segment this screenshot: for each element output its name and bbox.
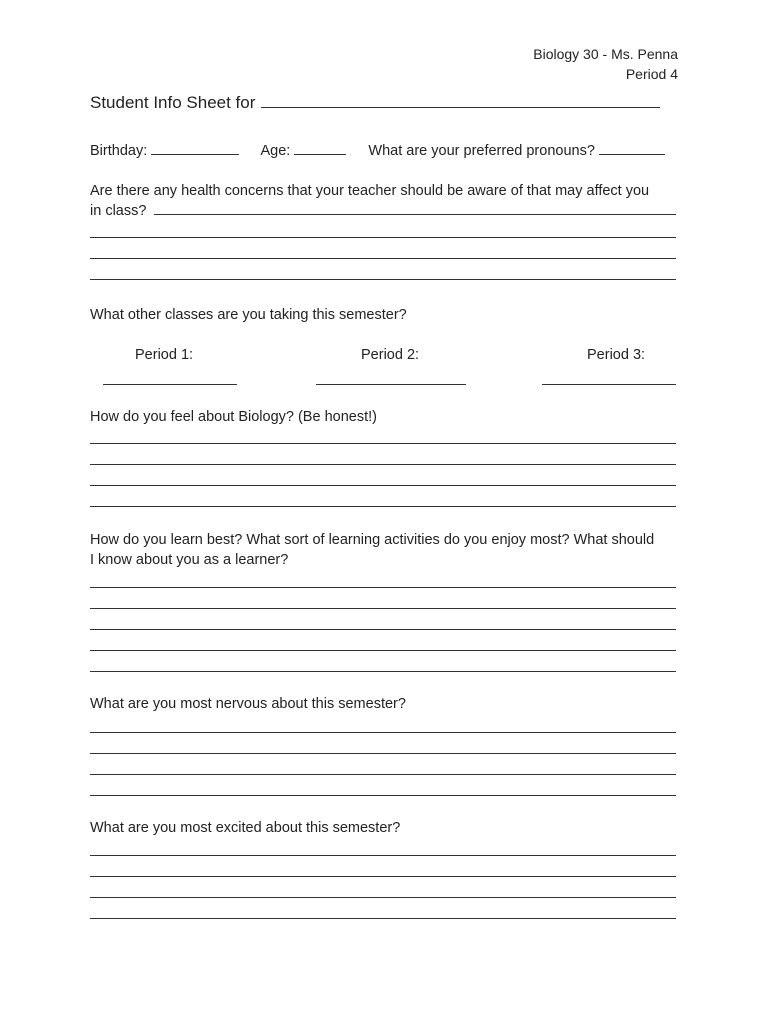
answer-line[interactable]	[90, 464, 676, 465]
health-question-cont: in class?	[90, 203, 147, 219]
period-1-blank[interactable]	[103, 384, 237, 385]
answer-line[interactable]	[90, 855, 676, 856]
age-blank[interactable]	[294, 142, 346, 155]
answer-line[interactable]	[90, 732, 676, 733]
pronouns-label: What are your preferred pronouns?	[368, 143, 595, 159]
period-3-blank[interactable]	[542, 384, 676, 385]
header	[533, 44, 678, 84]
answer-line[interactable]	[90, 485, 676, 486]
answer-line[interactable]	[90, 897, 676, 898]
answer-line[interactable]	[90, 774, 676, 775]
health-question-cont-row	[90, 201, 676, 221]
period-3-label: Period 3:	[587, 347, 646, 363]
age-label: Age:	[260, 143, 291, 159]
answer-line[interactable]	[90, 629, 676, 630]
learning-question-cont: I know about you as a learner?	[90, 552, 289, 568]
course-label: Biology 30 - Ms. Penna	[533, 46, 678, 62]
answer-line[interactable]	[90, 506, 676, 507]
personal-fields-row	[90, 141, 665, 161]
answer-line[interactable]	[90, 795, 676, 796]
pronouns-blank[interactable]	[599, 142, 665, 155]
answer-line[interactable]	[90, 876, 676, 877]
answer-line[interactable]	[90, 443, 676, 444]
classes-question: What other classes are you taking this semester?	[90, 307, 407, 323]
answer-line[interactable]	[90, 258, 676, 259]
birthday-blank[interactable]	[151, 142, 239, 155]
answer-line[interactable]	[90, 608, 676, 609]
page-title: Student Info Sheet for	[90, 93, 256, 112]
answer-line[interactable]	[90, 753, 676, 754]
answer-line[interactable]	[90, 279, 676, 280]
health-question: Are there any health concerns that your teacher should be aware of that may affect you	[90, 183, 650, 199]
answer-line[interactable]	[90, 918, 676, 919]
birthday-label: Birthday:	[90, 143, 148, 159]
name-blank[interactable]	[261, 93, 660, 108]
excited-question: What are you most excited about this semester?	[90, 820, 401, 836]
title-row	[90, 93, 660, 113]
answer-line[interactable]	[90, 237, 676, 238]
period-label: Period 4	[625, 66, 678, 82]
period-2-label: Period 2:	[361, 347, 420, 363]
learning-question: How do you learn best? What sort of learning activities do you enjoy most? What should	[90, 532, 655, 548]
period-1-label: Period 1:	[135, 347, 194, 363]
answer-line[interactable]	[90, 587, 676, 588]
biology-question: How do you feel about Biology? (Be honest!)	[90, 409, 377, 425]
period-2-blank[interactable]	[316, 384, 466, 385]
nervous-question: What are you most nervous about this semester?	[90, 696, 406, 712]
answer-line[interactable]	[90, 650, 676, 651]
health-answer-blank[interactable]	[154, 202, 676, 215]
answer-line[interactable]	[90, 671, 676, 672]
